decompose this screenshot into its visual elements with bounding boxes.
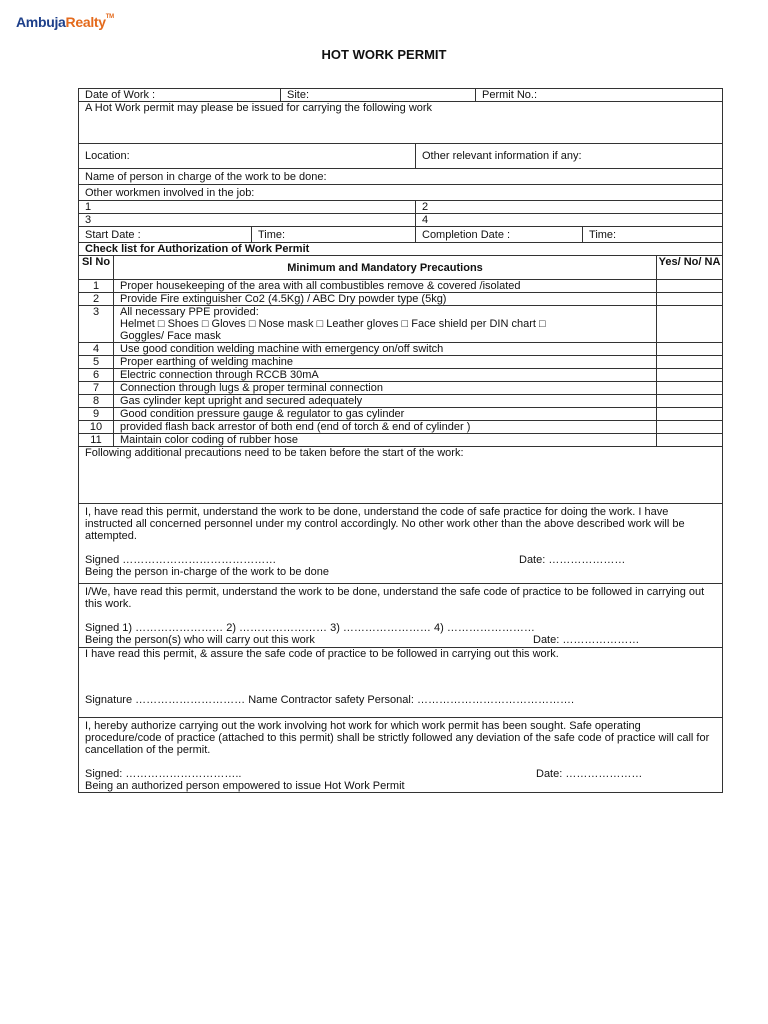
workers-signature-field[interactable]: Signed 1) …………………… 2) …………………… 3) …………………… 4) …………………… <box>85 622 535 634</box>
site-field[interactable]: Site: <box>281 89 476 102</box>
answer-cell[interactable] <box>657 280 723 293</box>
authorization-declaration: I, hereby authorize carrying out the work involving hot work for which work permit has been sought. Safe operating procedure/code of practice (attached to this permit) shall be strictly followed any deviation of the safe code of practice will call for cancellation of the permit. Signed: ………………………….. Date: ………………… Being an authorized person empowered to issue Hot Work Permit <box>79 718 723 793</box>
yes-no-header: Yes/ No/ NA <box>657 256 723 280</box>
table-row: 8 Gas cylinder kept upright and secured adequately <box>79 395 723 408</box>
permit-no-field[interactable]: Permit No.: <box>476 89 723 102</box>
contractor-declaration: I have read this permit, & assure the safe code of practice to be followed in carrying out this work. Signature ………………………… Name Contractor safety Personal: ……………………………………. <box>79 648 723 718</box>
table-row: 1 Proper housekeeping of the area with all combustibles remove & covered /isolated <box>79 280 723 293</box>
completion-date-field[interactable]: Completion Date : <box>416 227 583 243</box>
workers-declaration: I/We, have read this permit, understand the work to be done, understand the safe code of practice to be followed in carrying out this work. Signed 1) …………………… 2) …………………… 3) …………………… 4) …………………… Being the person(s) who will carry out this work Date: ………………… <box>79 584 723 648</box>
start-time-field[interactable]: Time: <box>252 227 416 243</box>
workman-3-field[interactable]: 3 <box>79 214 416 227</box>
table-row: 5 Proper earthing of welding machine <box>79 356 723 369</box>
authorizer-date-field[interactable]: Date: ………………… <box>536 768 643 780</box>
answer-cell[interactable] <box>657 343 723 356</box>
workman-1-field[interactable]: 1 <box>79 201 416 214</box>
table-row: 3 All necessary PPE provided: Helmet □ Shoes □ Gloves □ Nose mask □ Leather gloves □ Face shield per DIN chart □ Goggles/ Face mask <box>79 306 723 343</box>
work-description-field[interactable]: A Hot Work permit may please be issued for carrying the following work <box>79 102 723 144</box>
answer-cell[interactable] <box>657 306 723 343</box>
table-row: 4 Use good condition welding machine with emergency on/off switch <box>79 343 723 356</box>
table-row: 2 Provide Fire extinguisher Co2 (4.5Kg) / ABC Dry powder type (5kg) <box>79 293 723 306</box>
person-in-charge-field[interactable]: Name of person in charge of the work to be done: <box>79 169 723 185</box>
answer-cell[interactable] <box>657 382 723 395</box>
workers-date-field[interactable]: Date: ………………… <box>533 634 640 646</box>
other-workmen-label: Other workmen involved in the job: <box>79 185 723 201</box>
table-row: 11 Maintain color coding of rubber hose <box>79 434 723 447</box>
table-row: 9 Good condition pressure gauge & regulator to gas cylinder <box>79 408 723 421</box>
date-of-work-field[interactable]: Date of Work : <box>79 89 281 102</box>
table-row: 6 Electric connection through RCCB 30mA <box>79 369 723 382</box>
authorizer-signature-field[interactable]: Signed: ………………………….. <box>85 768 242 780</box>
answer-cell[interactable] <box>657 356 723 369</box>
answer-cell[interactable] <box>657 369 723 382</box>
answer-cell[interactable] <box>657 395 723 408</box>
workman-4-field[interactable]: 4 <box>416 214 723 227</box>
other-info-field[interactable]: Other relevant information if any: <box>416 144 723 169</box>
checklist-title: Check list for Authorization of Work Permit <box>79 243 723 256</box>
start-date-field[interactable]: Start Date : <box>79 227 252 243</box>
incharge-declaration: I, have read this permit, understand the work to be done, understand the code of safe practice for doing the work. I have instructed all concerned personnel under my control accordingly. No other work other than the above described work will be attempted. Signed …………………………………… Date: ………………… Being the person in-charge of the work to be done <box>79 504 723 584</box>
answer-cell[interactable] <box>657 421 723 434</box>
precautions-header: Minimum and Mandatory Precautions <box>114 256 657 280</box>
incharge-signature-field[interactable]: Signed …………………………………… <box>85 554 277 566</box>
table-row: 7 Connection through lugs & proper terminal connection <box>79 382 723 395</box>
workman-2-field[interactable]: 2 <box>416 201 723 214</box>
sl-no-header: Sl No <box>79 256 114 280</box>
table-row: 10 provided flash back arrestor of both end (end of torch & end of cylinder ) <box>79 421 723 434</box>
completion-time-field[interactable]: Time: <box>583 227 723 243</box>
incharge-date-field[interactable]: Date: ………………… <box>519 554 626 566</box>
ppe-checkbox-list[interactable]: Helmet □ Shoes □ Gloves □ Nose mask □ Leather gloves □ Face shield per DIN chart □ <box>120 318 546 330</box>
company-logo: AmbujaRealty™ <box>16 14 114 30</box>
answer-cell[interactable] <box>657 408 723 421</box>
additional-precautions-field[interactable]: Following additional precautions need to be taken before the start of the work: <box>79 447 723 504</box>
answer-cell[interactable] <box>657 293 723 306</box>
page-title: HOT WORK PERMIT <box>321 47 447 62</box>
location-field[interactable]: Location: <box>79 144 416 169</box>
contractor-signature-field[interactable]: Signature ………………………… Name Contractor safety Personal: ……………………………………. <box>85 694 574 706</box>
answer-cell[interactable] <box>657 434 723 447</box>
permit-form <box>78 88 723 793</box>
